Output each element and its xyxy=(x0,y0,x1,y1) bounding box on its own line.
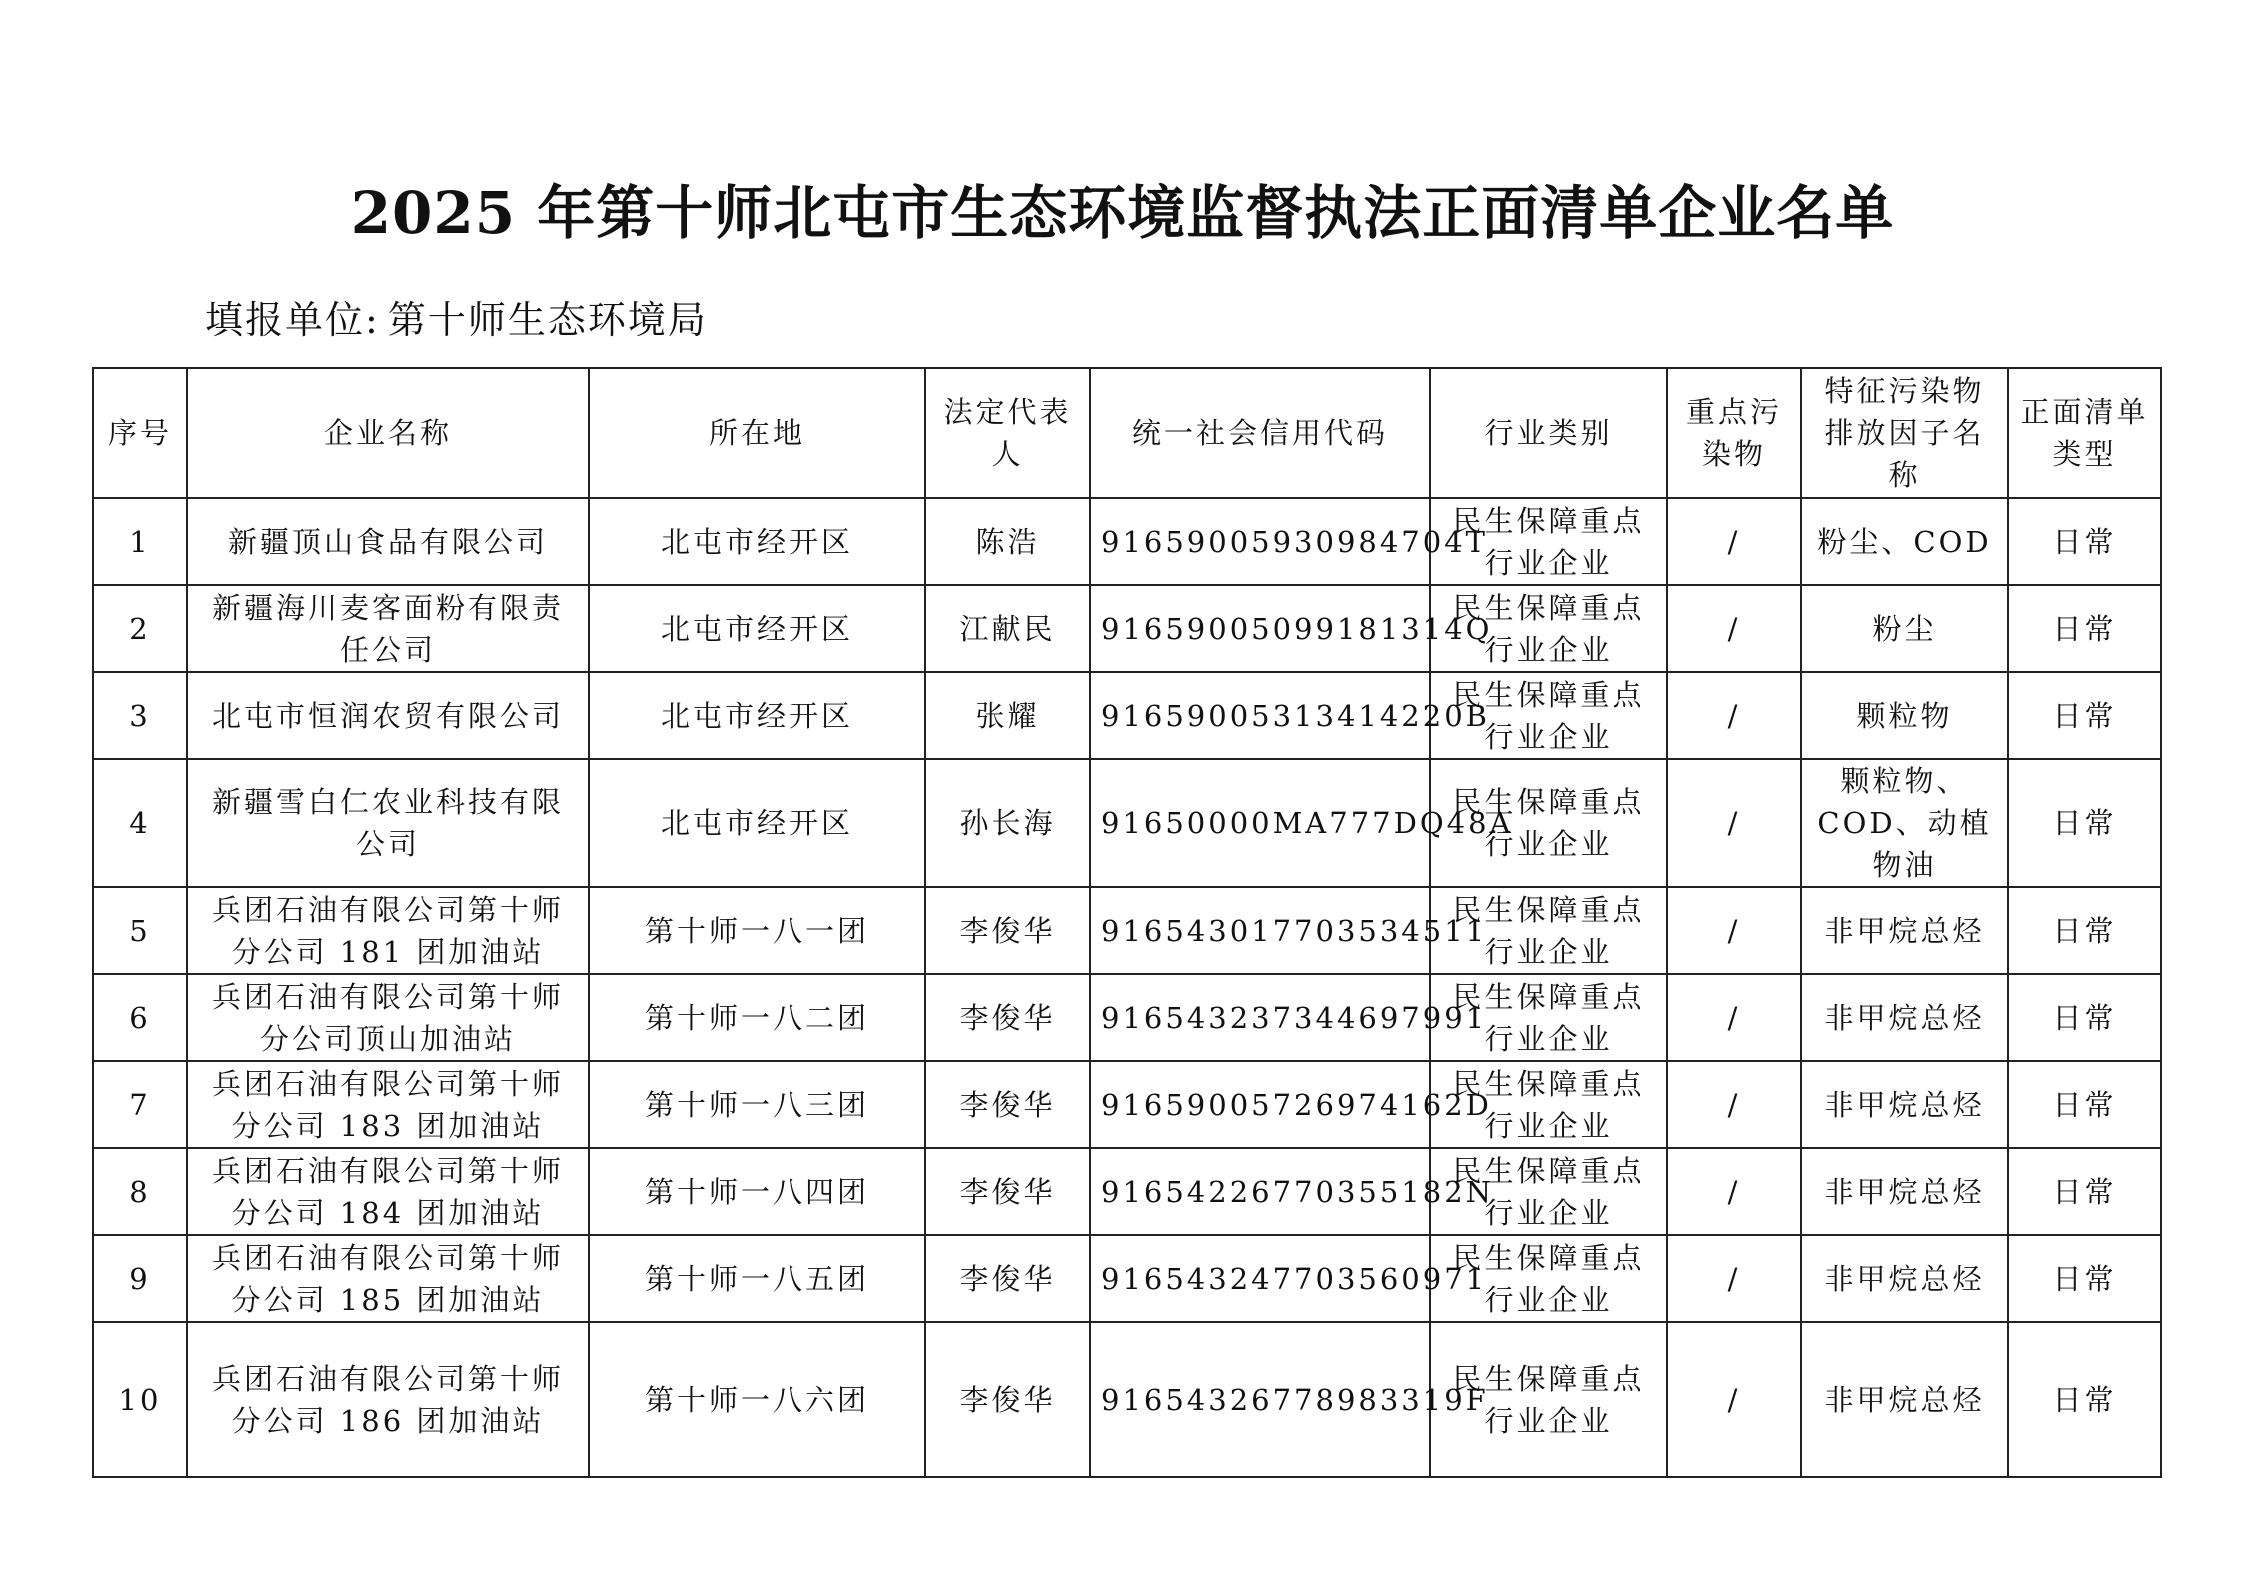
cell-emission-factor: 非甲烷总烃 xyxy=(1801,1235,2008,1322)
cell-index: 1 xyxy=(93,498,187,585)
table-row xyxy=(93,887,2161,974)
cell-legal-representative: 陈浩 xyxy=(925,498,1090,585)
header-industry: 行业类别 xyxy=(1430,368,1667,498)
table-row xyxy=(93,1322,2161,1477)
cell-index: 8 xyxy=(93,1148,187,1235)
table-row xyxy=(93,1235,2161,1322)
cell-index: 6 xyxy=(93,974,187,1061)
cell-location: 第十师一八四团 xyxy=(589,1148,925,1235)
cell-industry: 民生保障重点行业企业 xyxy=(1430,1061,1667,1148)
cell-location: 第十师一八二团 xyxy=(589,974,925,1061)
cell-emission-factor: 粉尘 xyxy=(1801,585,2008,672)
cell-industry: 民生保障重点行业企业 xyxy=(1430,974,1667,1061)
cell-credit-code: 91659005726974162D xyxy=(1090,1061,1430,1148)
cell-credit-code: 916543247703560971 xyxy=(1090,1235,1430,1322)
cell-index: 7 xyxy=(93,1061,187,1148)
cell-index: 5 xyxy=(93,887,187,974)
cell-legal-representative: 李俊华 xyxy=(925,887,1090,974)
cell-credit-code: 91659005930984704T xyxy=(1090,498,1430,585)
cell-enterprise-name: 新疆雪白仁农业科技有限公司 xyxy=(187,759,589,887)
page-title: 2025 年第十师北屯市生态环境监督执法正面清单企业名单 xyxy=(350,179,1895,247)
reporting-unit-value: 第十师生态环境局 xyxy=(387,298,708,342)
cell-index: 4 xyxy=(93,759,187,887)
header-location: 所在地 xyxy=(589,368,925,498)
cell-location: 第十师一八六团 xyxy=(589,1322,925,1477)
cell-credit-code: 916543237344697991 xyxy=(1090,974,1430,1061)
table-row xyxy=(93,974,2161,1061)
cell-location: 第十师一八一团 xyxy=(589,887,925,974)
header-legal-representative: 法定代表人 xyxy=(925,368,1090,498)
cell-key-pollutant: / xyxy=(1667,672,1801,759)
cell-list-type: 日常 xyxy=(2008,887,2161,974)
cell-legal-representative: 李俊华 xyxy=(925,1148,1090,1235)
cell-enterprise-name: 兵团石油有限公司第十师分公司 184 团加油站 xyxy=(187,1148,589,1235)
cell-location: 北屯市经开区 xyxy=(589,759,925,887)
cell-legal-representative: 李俊华 xyxy=(925,1235,1090,1322)
cell-emission-factor: 颗粒物、COD、动植物油 xyxy=(1801,759,2008,887)
cell-list-type: 日常 xyxy=(2008,1235,2161,1322)
cell-emission-factor: 非甲烷总烃 xyxy=(1801,887,2008,974)
cell-list-type: 日常 xyxy=(2008,672,2161,759)
cell-index: 3 xyxy=(93,672,187,759)
cell-list-type: 日常 xyxy=(2008,1148,2161,1235)
table-row xyxy=(93,498,2161,585)
enterprise-table xyxy=(92,367,2162,1478)
header-credit-code: 统一社会信用代码 xyxy=(1090,368,1430,498)
cell-list-type: 日常 xyxy=(2008,974,2161,1061)
cell-legal-representative: 张耀 xyxy=(925,672,1090,759)
cell-emission-factor: 颗粒物 xyxy=(1801,672,2008,759)
table-row xyxy=(93,759,2161,887)
cell-enterprise-name: 兵团石油有限公司第十师分公司顶山加油站 xyxy=(187,974,589,1061)
table-header-row xyxy=(93,368,2161,498)
cell-legal-representative: 江献民 xyxy=(925,585,1090,672)
cell-key-pollutant: / xyxy=(1667,585,1801,672)
cell-emission-factor: 非甲烷总烃 xyxy=(1801,1061,2008,1148)
cell-industry: 民生保障重点行业企业 xyxy=(1430,672,1667,759)
cell-credit-code: 91659005313414220B xyxy=(1090,672,1430,759)
cell-enterprise-name: 兵团石油有限公司第十师分公司 185 团加油站 xyxy=(187,1235,589,1322)
reporting-unit-label: 填报单位: xyxy=(205,298,380,342)
header-enterprise-name: 企业名称 xyxy=(187,368,589,498)
cell-legal-representative: 李俊华 xyxy=(925,1322,1090,1477)
cell-industry: 民生保障重点行业企业 xyxy=(1430,887,1667,974)
cell-location: 北屯市经开区 xyxy=(589,585,925,672)
cell-emission-factor: 非甲烷总烃 xyxy=(1801,1322,2008,1477)
cell-credit-code: 916543017703534511 xyxy=(1090,887,1430,974)
cell-index: 2 xyxy=(93,585,187,672)
cell-enterprise-name: 新疆顶山食品有限公司 xyxy=(187,498,589,585)
cell-list-type: 日常 xyxy=(2008,498,2161,585)
reporting-unit xyxy=(205,296,708,344)
cell-location: 北屯市经开区 xyxy=(589,672,925,759)
cell-legal-representative: 李俊华 xyxy=(925,1061,1090,1148)
cell-enterprise-name: 兵团石油有限公司第十师分公司 183 团加油站 xyxy=(187,1061,589,1148)
header-index: 序号 xyxy=(93,368,187,498)
cell-location: 北屯市经开区 xyxy=(589,498,925,585)
cell-industry: 民生保障重点行业企业 xyxy=(1430,498,1667,585)
cell-legal-representative: 孙长海 xyxy=(925,759,1090,887)
cell-key-pollutant: / xyxy=(1667,759,1801,887)
cell-industry: 民生保障重点行业企业 xyxy=(1430,1322,1667,1477)
cell-industry: 民生保障重点行业企业 xyxy=(1430,1148,1667,1235)
cell-key-pollutant: / xyxy=(1667,1148,1801,1235)
cell-legal-representative: 李俊华 xyxy=(925,974,1090,1061)
cell-industry: 民生保障重点行业企业 xyxy=(1430,1235,1667,1322)
table-row xyxy=(93,585,2161,672)
cell-credit-code: 91659005099181314Q xyxy=(1090,585,1430,672)
cell-index: 10 xyxy=(93,1322,187,1477)
cell-location: 第十师一八五团 xyxy=(589,1235,925,1322)
cell-key-pollutant: / xyxy=(1667,887,1801,974)
cell-list-type: 日常 xyxy=(2008,585,2161,672)
cell-industry: 民生保障重点行业企业 xyxy=(1430,759,1667,887)
header-list-type: 正面清单类型 xyxy=(2008,368,2161,498)
cell-index: 9 xyxy=(93,1235,187,1322)
table-row xyxy=(93,1061,2161,1148)
table-row xyxy=(93,672,2161,759)
cell-key-pollutant: / xyxy=(1667,1322,1801,1477)
cell-credit-code: 91654226770355182N xyxy=(1090,1148,1430,1235)
cell-enterprise-name: 北屯市恒润农贸有限公司 xyxy=(187,672,589,759)
cell-enterprise-name: 新疆海川麦客面粉有限责任公司 xyxy=(187,585,589,672)
cell-enterprise-name: 兵团石油有限公司第十师分公司 181 团加油站 xyxy=(187,887,589,974)
cell-key-pollutant: / xyxy=(1667,1235,1801,1322)
cell-credit-code: 91650000MA777DQ48A xyxy=(1090,759,1430,887)
cell-list-type: 日常 xyxy=(2008,759,2161,887)
cell-emission-factor: 粉尘、COD xyxy=(1801,498,2008,585)
cell-emission-factor: 非甲烷总烃 xyxy=(1801,1148,2008,1235)
cell-enterprise-name: 兵团石油有限公司第十师分公司 186 团加油站 xyxy=(187,1322,589,1477)
cell-key-pollutant: / xyxy=(1667,1061,1801,1148)
cell-industry: 民生保障重点行业企业 xyxy=(1430,585,1667,672)
table-row xyxy=(93,1148,2161,1235)
cell-credit-code: 91654326778983319F xyxy=(1090,1322,1430,1477)
cell-list-type: 日常 xyxy=(2008,1322,2161,1477)
header-key-pollutant: 重点污染物 xyxy=(1667,368,1801,498)
cell-emission-factor: 非甲烷总烃 xyxy=(1801,974,2008,1061)
cell-key-pollutant: / xyxy=(1667,498,1801,585)
cell-list-type: 日常 xyxy=(2008,1061,2161,1148)
cell-location: 第十师一八三团 xyxy=(589,1061,925,1148)
header-emission-factor: 特征污染物排放因子名称 xyxy=(1801,368,2008,498)
cell-key-pollutant: / xyxy=(1667,974,1801,1061)
